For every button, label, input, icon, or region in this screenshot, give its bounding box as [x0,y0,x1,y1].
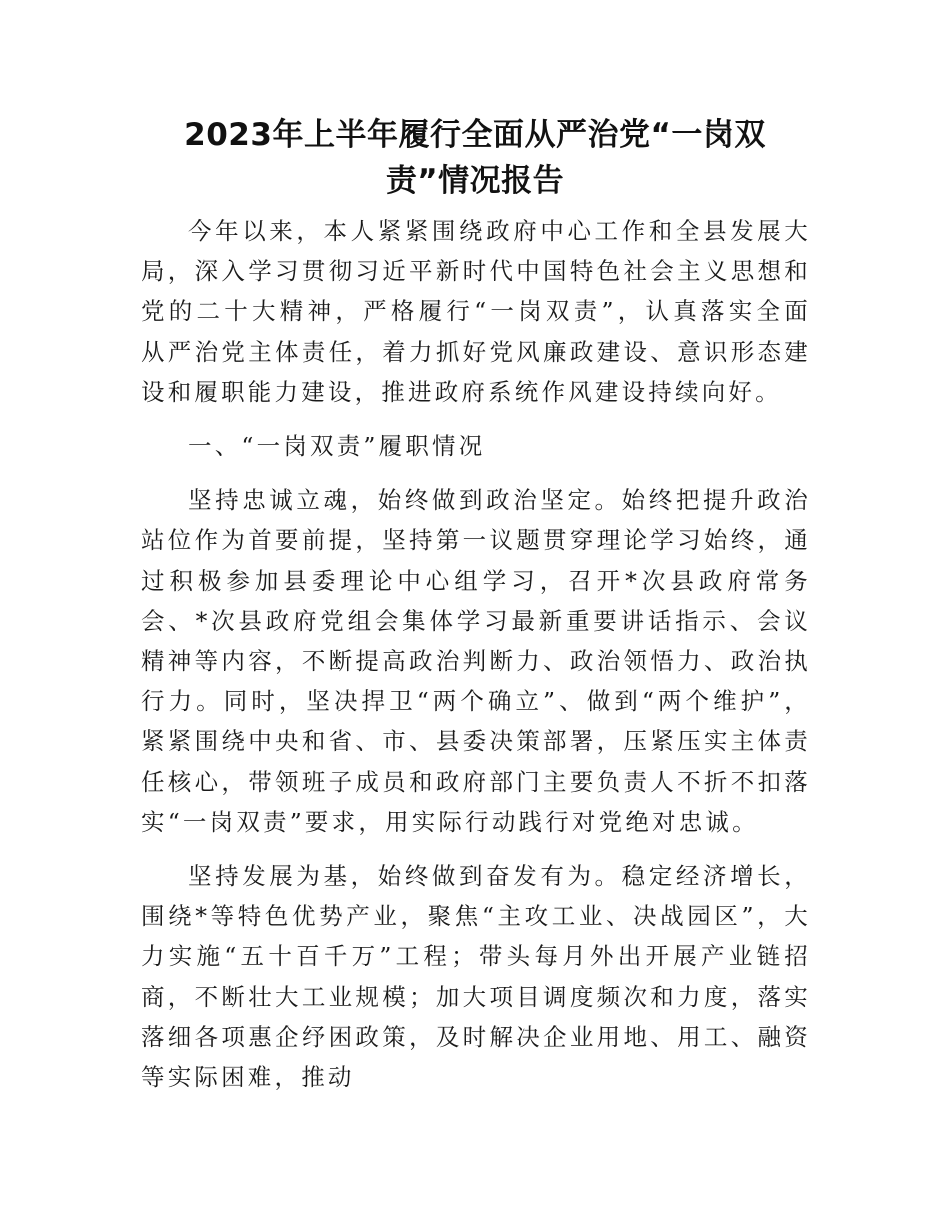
document-body [141,211,811,1111]
title-line-1: 2023年上半年履行全面从严治党“一岗双 [184,117,766,153]
paragraph-intro: 今年以来，本人紧紧围绕政府中心工作和全县发展大局，深入学习贯彻习近平新时代中国特色社会主义思想和党的二十大精神，严格履行“一岗双责”，认真落实全面从严治党主体责任，着力抓好党风廉政建设、意识形态建设和履职能力建设，推进政府系统作风建设持续向好。 [141,217,811,406]
paragraph-political-loyalty: 坚持忠诚立魂，始终做到政治坚定。始终把提升政治站位作为首要前提，坚持第一议题贯穿理论学习始终，通过积极参加县委理论中心组学习，召开*次县政府常务会、*次县政府党组会集体学习最新重要讲话指示、会议精神等内容，不断提高政治判断力、政治领悟力、政治执行力。同时，坚决捍卫“两个确立”、做到“两个维护”，紧紧围绕中央和省、市、县委决策部署，压紧压实主体责任核心，带领班子成员和政府部门主要负责人不折不扣落实“一岗双责”要求，用实际行动践行对党绝对忠诚。 [141,486,811,836]
title-line-2: 责”情况报告 [385,163,565,199]
section-heading: 一、“一岗双责”履职情况 [188,432,486,461]
page-title [140,112,810,204]
paragraph-development: 坚持发展为基，始终做到奋发有为。稳定经济增长，围绕*等特色优势产业，聚焦“主攻工业、决战园区”，大力实施“五十百千万”工程；带头每月外出开展产业链招商，不断壮大工业规模；加大项目调度频次和力度，落实落细各项惠企纾困政策，及时解决企业用地、用工、融资等实际困难，推动 [141,862,811,1092]
